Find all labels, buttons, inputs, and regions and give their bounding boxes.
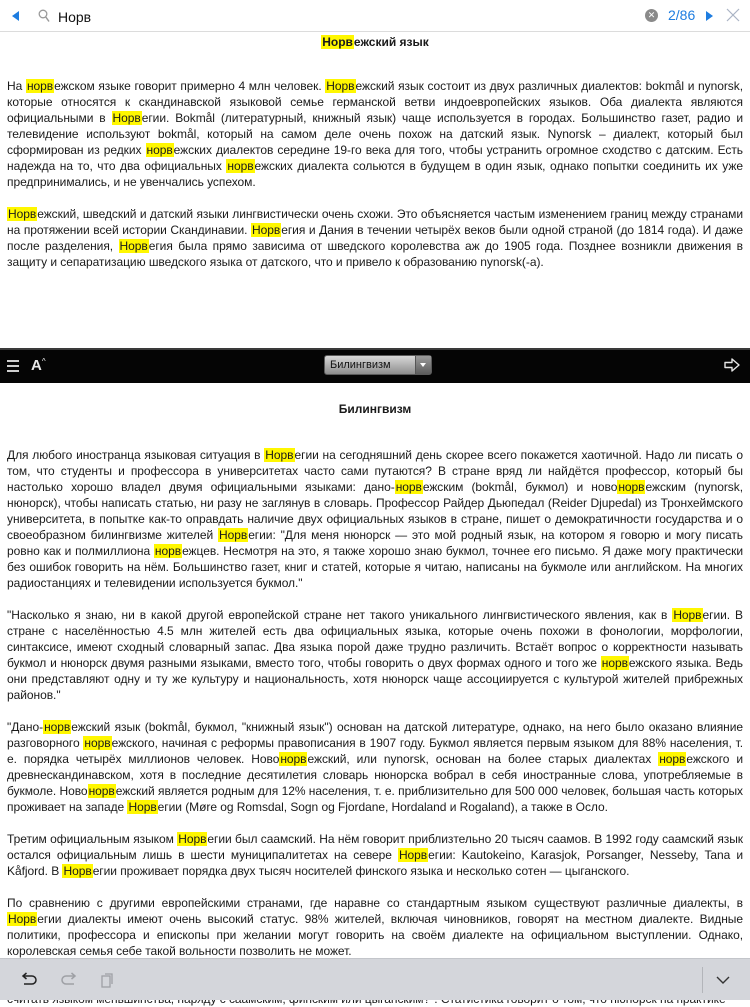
magnifier-icon [38,9,50,23]
search-highlight: норв [618,480,645,494]
text-run: ежский является родным для 12% населения, т. е. приблизительно для 500 000 человек, большая часть которых проживает на западе [7,784,744,814]
search-highlight: норв [601,656,628,670]
search-highlight: Норв [398,848,428,862]
paragraph [0,206,750,270]
document-page-1 [0,32,750,348]
paste-icon[interactable] [98,971,116,989]
keyboard-shortcut-bar [0,958,750,1000]
triangle-right-icon[interactable] [706,11,713,21]
font-size-icon[interactable] [31,357,46,374]
text-run: егии. Bokmål (литературный, книжный язык) чаще используется в городах. Большинство газет, радио и телевидение используют bokmål, который на самом деле очень похож на датский язык. Nynorsk – диалект, который был сформирован из редких [7,111,743,157]
search-highlight: норв [26,79,54,93]
search-highlight: норв [84,736,111,750]
search-highlight: Норв [8,207,37,221]
search-highlight: норв [44,720,71,734]
paragraph [0,607,750,703]
text-run: егии: Kautokeino, Karasjok, Porsanger, Nesseby, Tana и Kåfjord. В [7,848,743,878]
dropdown-arrow-icon [415,356,431,374]
paragraph [0,895,750,959]
search-highlight: норв [395,480,422,494]
paragraph [0,719,750,815]
font-size-label: A [31,357,42,374]
search-highlight: Норв [322,35,353,49]
reader-toolbar [0,348,750,383]
text-run: По сравнению с другими европейскими странами, где наравне со стандартным языком существуют различные диалекты, в [7,896,743,910]
search-highlight: Норв [178,832,207,846]
undo-icon[interactable] [20,971,38,989]
redo-icon[interactable] [60,971,78,989]
search-highlight: Норв [112,111,141,125]
document-page-2 [0,387,750,958]
text-run: Третим официальным языком [7,832,178,846]
chevron-down-icon[interactable] [714,971,732,989]
text-run: ежцев. Несмотря на это, я также хорошо знаю букмол, точнее его письмо. Я даже могу практически без ошибок говорить на нём. Большинство газет, книг и статей, которые я читаю, написаны на букмоле или английском. На многих радиостанциях и телевидении используется букмол." [7,544,743,590]
page-title [0,32,750,50]
chapter-select[interactable] [324,355,432,375]
text-run: егии был саамский. На нём говорит приблизтельно 20 тысяч саамов. В 1992 году саамский язык остался официальным лишь в шести муниципалитетах на севере [7,832,743,862]
search-highlight: Норв [63,864,92,878]
paragraph [0,447,750,591]
text-run: ежском языке говорит примерно 4 млн человек. [54,79,326,93]
text-run: Билингвизм [338,402,412,416]
text-run: ежским (bokmål, букмол) и ново [422,480,618,494]
match-counter: 2/86 [668,7,696,23]
text-run: ежский, шведский и датский языки лингвистически очень схожи. Это объясняется частым изменением границ между странами на протяжении всей истории Скандинавии. [7,207,743,237]
text-run: ежский язык состоит из двух различных диалектов: bokmål и nynorsk, которые относятся к скандинавской языковой семье германской ветви индоевропейских языков. Оба диалекта являются официальными в [7,79,743,125]
search-highlight: норв [146,143,173,157]
text-run: Для любого иностранца языковая ситуация в [7,448,265,462]
chapter-select-value: Билингвизм [330,359,391,371]
search-bar [0,0,750,32]
text-run: егии (Møre og Romsdal, Sogn og Fjordane, Hordaland и Rogaland), а также в Осло. [157,800,608,814]
text-run: егия была прямо зависима от шведского королевства аж до 1905 года. Позднее возникли движения в защиту и сепаратизацию шведского языка от датского, что и привело к образованию nynorsk(-a). [7,239,743,269]
text-run: "Дано- [7,720,44,734]
clear-circle-icon[interactable]: ✕ [645,9,658,22]
text-run: ежского языка. Ведь они представляют одну и ту же культуру и национальность, хотя нюнорск чаще ассоциируется с культурой жителей прибрежных районов." [7,656,743,702]
text-run: ежский, или nynorsk, основан на более старых диалектах [307,752,659,766]
close-x-icon[interactable] [724,6,742,24]
search-highlight: норв [154,544,182,558]
search-highlight: Норв [673,608,702,622]
search-highlight: Норв [8,912,37,926]
search-highlight: норв [280,752,307,766]
triangle-left-icon[interactable] [12,11,19,21]
text-run: егии. В стране с населённостью 4.5 млн жителей есть два официальных языка, которые очень похожи в фонологии, морфологии, синтаксисе, имеют сходный словарный запас. Два языка порой даже трудно различить. Встаёт вопрос о корректности называть букмол и нюнорск двумя разными языками, вместо того, чтобы говорить о двух формах одного и того же [7,608,743,670]
text-run: ежских диалекта сольются в будущем в один язык, однако попытки соединить их уже предпринимались, и не увенчались успехом. [7,159,743,189]
search-highlight: норв [88,784,115,798]
search-input[interactable] [56,6,560,28]
search-highlight: Норв [218,528,248,542]
search-highlight: Норв [326,79,355,93]
page-title [0,387,750,417]
share-arrow-icon[interactable] [724,358,740,372]
search-highlight: Норв [128,800,157,814]
paragraph [0,831,750,879]
divider [702,967,703,993]
text-run: егия и Дания в течении четырёх веков были одной страной (до 1814 года). И даже после разделения, [7,223,743,253]
text-run: егии проживает порядка двух тысяч носителей финского языка и несколько сотен — цыганского. [92,864,630,878]
text-run: егии на сегодняшний день скорее всего покажется хаотичной. Надо ли писать о том, что студенты и профессора в университетах часто сами путаются? В стране вряд ли найдётся профессор, который бы настолько хорошо владел двумя официальными языками: дано- [7,448,743,494]
hamburger-menu-icon[interactable] [7,360,19,372]
text-run: егии диалекты имеют очень высокий статус. 98% жителей, включая чиновников, говорят на местном диалекте. Видные политики, профессора и епископы при желании могут говорить на своём диалекте на официальном выступлении. Однако, королевская семья себе такой вольности позволить не может. [7,912,743,958]
text-run: ежского, начиная с реформы правописания в 1907 году. Букмол является первым языком для 88% населения, т. е. порядка четырёх миллионов человек. Ново [7,736,743,766]
text-run: ежским (nynorsk, нюнорск), чтобы написать статью, ни разу не заглянув в словарь. Профессор Райдер Дьюпедал (Reider Djupedal) из Тронхеймского университета, в попытке как-то оправдать наличие двух официальных языков в стране, пишет о демократичности государства и о своеобразном билингвизме жителей [7,480,743,542]
search-highlight: Норв [119,239,148,253]
text-run: ежский язык (bokmål, букмол, "книжный язык") основан на датской литературе, однако, на него было оказано влияние разговорного [7,720,743,750]
text-run: ежских диалектов середине 19-го века для того, чтобы устранить огромное сходство с датским. Есть надежда на то, что два официальных [7,143,743,173]
text-run: На [7,79,26,93]
search-highlight: норв [227,159,254,173]
text-run: ежский язык [353,35,429,49]
text-run: "Насколько я знаю, ни в какой другой европейской стране нет такого уникального лингвистического явления, как в [7,608,673,622]
font-size-caret: ^ [41,357,46,366]
paragraph [0,78,750,190]
search-highlight: норв [659,752,686,766]
text-run: ежского и древнескандинавском, хотя в последние десятилетия словарь нюнорска вобрал в себя иностранные слова, употребляемые в букмоле. Ново [7,752,743,798]
search-highlight: Норв [265,448,294,462]
search-highlight: Норв [252,223,281,237]
text-run: егии: "Для меня нюнорск — это мой родный язык, на котором я говорю и могу писать ровно как и полмиллиона [7,528,743,558]
